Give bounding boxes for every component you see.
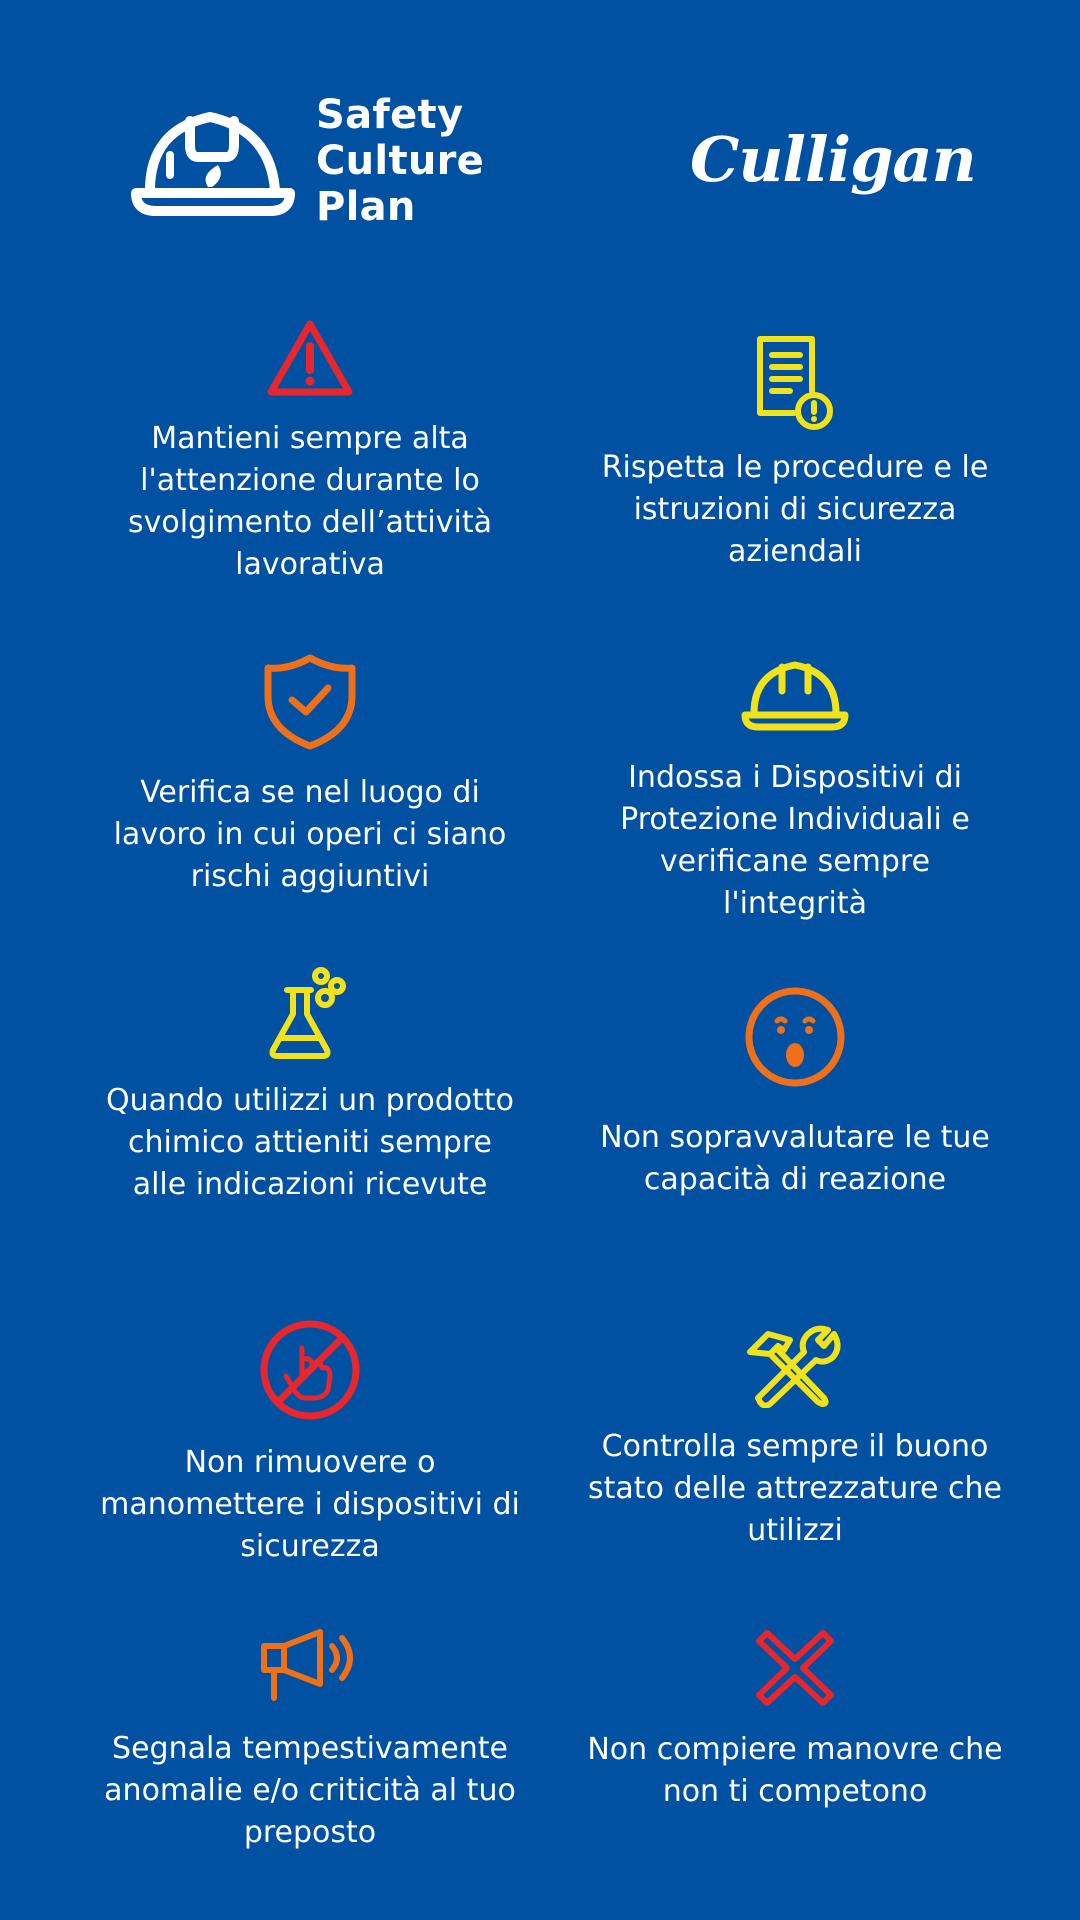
safety-item-text: Segnala tempestivamente anomalie e/o criticità al tuo preposto: [104, 1731, 516, 1850]
safety-item-maneuvers: [585, 1627, 1005, 1813]
safety-item-text: Quando utilizzi un prodotto chimico attieniti sempre alle indicazioni ricevute: [105, 1083, 515, 1202]
safety-culture-plan-title: [316, 92, 484, 230]
safety-item-devices: [100, 1318, 520, 1568]
safety-item-text: Non sopravvalutare le tue capacità di reazione: [600, 1120, 990, 1197]
safety-helmet-logo-icon: [130, 95, 295, 225]
surprised-face-icon: [743, 985, 847, 1089]
safety-item-text: Controlla sempre il buono stato delle attrezzature che utilizzi: [588, 1429, 1002, 1548]
safety-item-reaction: [585, 985, 1005, 1201]
culligan-logo: Culligan: [690, 123, 976, 196]
safety-item-procedures: [585, 333, 1005, 573]
safety-item-report: [100, 1628, 520, 1854]
hammer-wrench-icon: [740, 1322, 850, 1408]
safety-item-text: Non rimuovere o manomettere i dispositivi di sicurezza: [100, 1445, 520, 1564]
safety-item-text: Verifica se nel luogo di lavoro in cui operi ci siano rischi aggiuntivi: [113, 775, 507, 894]
title-line-2: Culture: [316, 138, 485, 184]
safety-item-text: Non compiere manovre che non ti competono: [587, 1732, 1003, 1809]
safety-item-risks: [100, 652, 520, 898]
safety-item-text: Mantieni sempre alta l'attenzione durante lo svolgimento dell’attività lavorativa: [128, 421, 492, 582]
safety-item-text: Indossa i Dispositivi di Protezione Individuali e verificane sempre l'integrità: [620, 760, 970, 921]
no-touch-icon: [258, 1318, 362, 1422]
hard-hat-icon: [740, 655, 850, 735]
safety-item-chemicals: [100, 962, 520, 1206]
safety-item-text: Rispetta le procedure e le istruzioni di sicurezza aziendali: [601, 450, 989, 569]
safety-item-ppe: [585, 655, 1005, 925]
document-alert-icon: [750, 333, 840, 433]
warning-triangle-icon: [265, 318, 355, 400]
chemical-flask-icon: [265, 962, 355, 1062]
x-mark-icon: [753, 1627, 837, 1709]
safety-item-equipment: [585, 1322, 1005, 1552]
shield-check-icon: [262, 652, 358, 752]
megaphone-icon: [258, 1628, 362, 1704]
title-line-1: Safety: [316, 92, 464, 138]
safety-item-attention: [100, 318, 520, 586]
title-line-3: Plan: [316, 184, 416, 230]
